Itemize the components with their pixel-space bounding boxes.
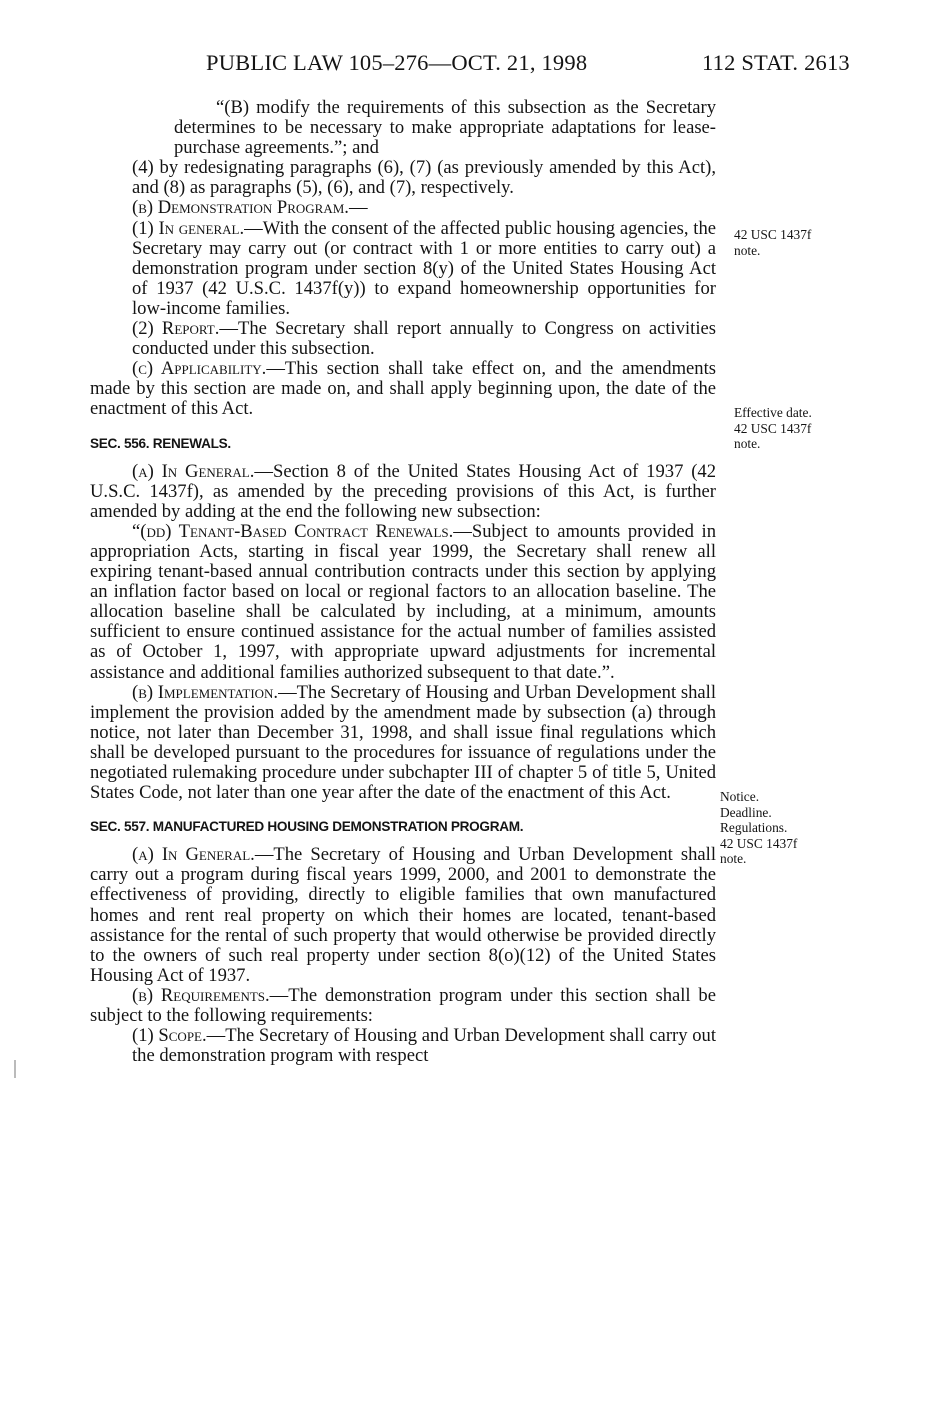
scan-speck: [14, 1060, 16, 1078]
demonstration-program-label: (b) Demonstration Program.—: [132, 197, 368, 219]
paragraph-b-implementation: [90, 683, 716, 804]
paragraph-a-in-general-556: [90, 462, 716, 522]
requirements-label: (b) Requirements.: [132, 984, 270, 1006]
paragraph-4-text: (4) by redesignating paragraphs (6), (7) (as previously amended by this Act), and (8) as paragraphs (5), (6), and (7), respectively.: [132, 157, 716, 199]
paragraph-1-scope: [90, 1026, 716, 1066]
paragraph-dd-tenant-based: [90, 522, 716, 683]
in-general-556-text: —Section 8 of the United States Housing Act of 1937 (42 U.S.C. 1437f), as amended by the preceding provisions of this Act, is further amended by adding at the end the following new subsection:: [90, 460, 717, 522]
section-556-heading: SEC. 556. RENEWALS.: [90, 435, 231, 451]
paragraph-b-requirements: [90, 986, 716, 1026]
in-general-556-label: (a) In General.: [132, 460, 255, 482]
margin-note-notice-deadline: [720, 789, 797, 867]
margin-note-line: 42 USC 1437f: [720, 835, 798, 851]
scope-text: —The Secretary of Housing and Urban Development shall carry out the demonstration program with respect: [132, 1025, 716, 1067]
requirements-text: —The demonstration program under this section shall be subject to the following requirements:: [90, 984, 716, 1027]
implementation-text: —The Secretary of Housing and Urban Development shall implement the provision added by the amendment made by subsection (a) through notice, not later than December 31, 1998, and shall issue final regulations which shall be developed pursuant to the procedures for issuance of regulations under the negotiated rulemaking procedure under subchapter III of chapter 5 of title 5, United States Code, not later than one year after the date of the enactment of this Act.: [90, 681, 716, 804]
paragraph-a-in-general-557: [90, 845, 716, 986]
margin-note-line: note.: [734, 436, 761, 451]
paragraph-c-applicability: [90, 359, 716, 419]
running-header-citation: PUBLIC LAW 105–276—OCT. 21, 1998: [206, 50, 588, 75]
report-text: —The Secretary shall report annually to Congress on activities conducted under this subsection.: [132, 318, 716, 360]
margin-note-line: 42 USC 1437f: [734, 420, 812, 436]
margin-note-line: note.: [720, 851, 747, 866]
in-general-557-label: (a) In General.: [132, 844, 255, 866]
section-557-heading: SEC. 557. MANUFACTURED HOUSING DEMONSTRATION PROGRAM.: [90, 819, 524, 835]
body-text: [90, 98, 716, 1066]
in-general-label: (1) In general.: [132, 217, 245, 239]
paragraph-1-in-general: [90, 219, 716, 319]
paragraph-2-report: [90, 319, 716, 359]
margin-note-line: Notice.: [720, 789, 760, 804]
heading-demonstration-program: [90, 198, 716, 218]
margin-note-line: note.: [734, 242, 761, 258]
margin-note-line: Effective date.: [734, 405, 812, 420]
tenant-based-text: —Subject to amounts provided in appropriation Acts, starting in fiscal year 1999, the Secretary shall renew all expiring tenant-based annual contribution contracts under this section by applying an inflation factor based on local or regional factors to an allocation baseline. The allocation baseline shall be calculated by including, at a minimum, amounts sufficient to ensure continued assistance for the actual number of families assisted as of October 1, 1997, with appropriate upward adjustments for incremental assistance and additional families authorized subsequent to that date.”.: [90, 520, 716, 683]
tenant-based-label: “(dd) Tenant-Based Contract Renewals.: [132, 520, 454, 542]
paragraph-b-modify: “(B) modify the requirements of this subsection as the Secretary determines to be necessary to make appropriate adaptations for lease-purchase agreements.”; and: [174, 97, 716, 159]
margin-note-usc-1: [734, 227, 811, 258]
paragraph-4-redesignating: [90, 158, 716, 198]
implementation-label: (b) Implementation.: [132, 681, 279, 703]
margin-note-line: Deadline.: [720, 804, 772, 820]
applicability-label: (c) Applicability.: [132, 358, 267, 380]
applicability-text: —This section shall take effect on, and the amendments made by this section are made on, and shall apply beginning upon, the date of the enactment of this Act.: [90, 358, 716, 420]
margin-note-line: 42 USC 1437f: [734, 227, 812, 242]
scope-label: (1) Scope.: [132, 1025, 207, 1047]
margin-note-line: Regulations.: [720, 820, 788, 835]
margin-note-effective-date: [734, 405, 812, 452]
in-general-text: —With the consent of the affected public housing agencies, the Secretary may carry out (or contract with 1 or more entities to carry out) a demonstration program under section 8(y) of the United States Housing Act of 1937 (42 U.S.C. 1437f(y)) to expand homeownership opportunities for low-income families.: [132, 217, 716, 319]
running-header-stat-page: 112 STAT. 2613: [702, 50, 850, 75]
in-general-557-text: —The Secretary of Housing and Urban Development shall carry out a program during fiscal years 1999, 2000, and 2001 to demonstrate the effectiveness of providing, directly to eligible families that own manufactured homes and rent real property on which their homes are located, tenant-based assistance for the rental of such property that would otherwise be provided directly to the owners of such real property under section 8(o)(12) of the United States Housing Act of 1937.: [90, 844, 716, 986]
report-label: (2) Report.: [132, 318, 220, 340]
